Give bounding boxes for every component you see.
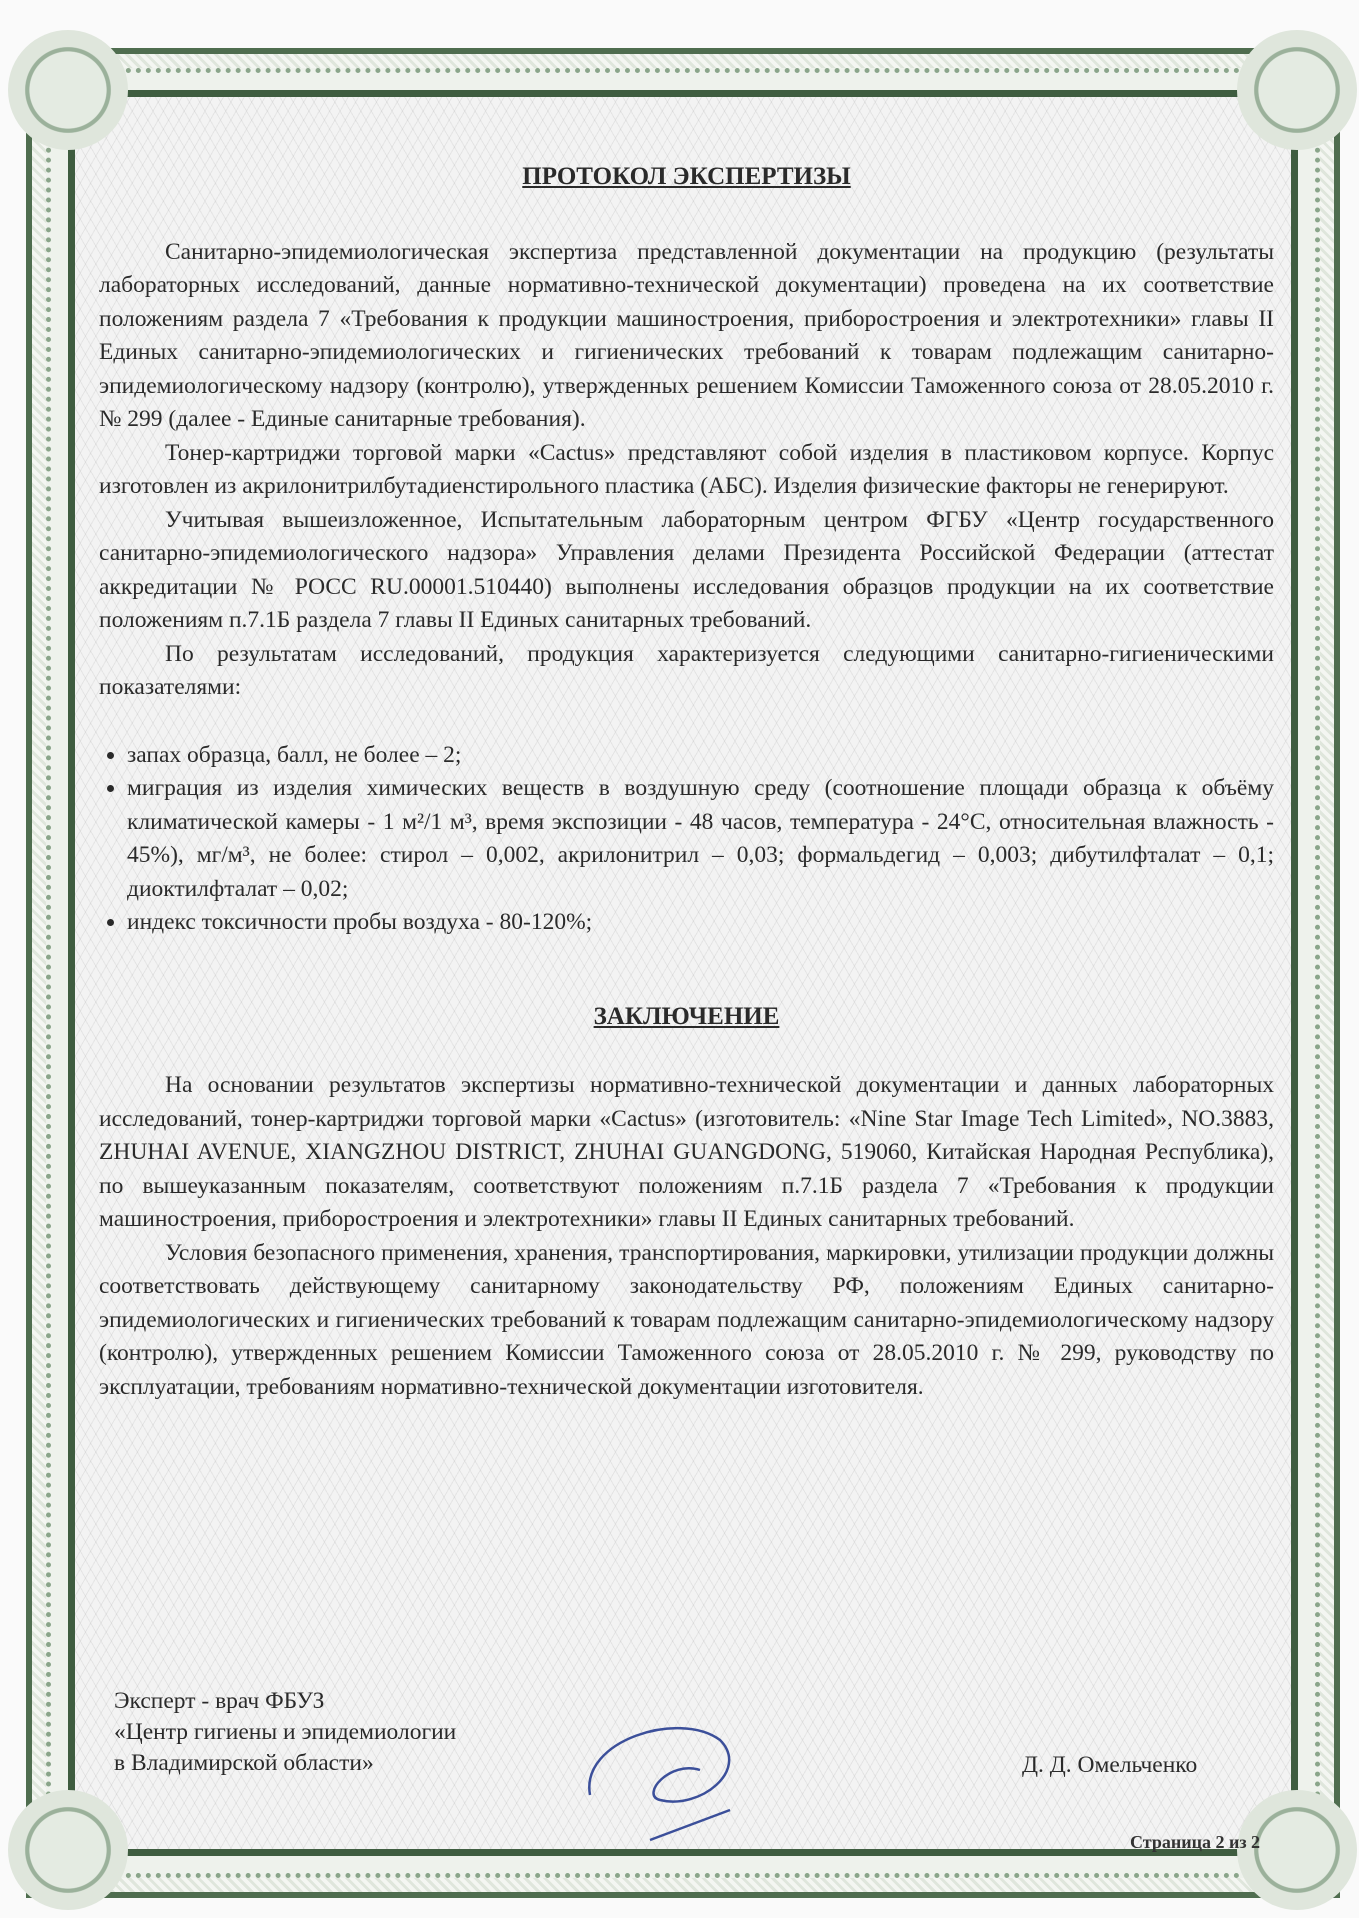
paragraph: По результатам исследований, продукция характеризуется следующими санитарно-гигиеническими показателями: <box>99 640 1274 700</box>
list-item: • индекс токсичности пробы воздуха - 80-120%; <box>127 906 1274 940</box>
paragraph: Санитарно-эпидемиологическая экспертиза представленной документации на продукцию (результаты лабораторных исследований, данные нормативно-технической документации) проведена на их соответствие положениям раздела 7 «Требования к продукции машиностроения, приборостроения и электротехники» главы II Единых санитарно-эпидемиологических и гигиенических требований к товарам подлежащим санитарно-эпидемиологическому надзору (контролю), утвержденных решением Комиссии Таможенного союза от 28.05.2010 г. № 299 (далее - Единые санитарные требования). <box>99 238 1274 432</box>
list-item: • миграция из изделия химических веществ в воздушную среду (соотношение площади образца к объёму климатической камеры - 1 м²/1 м³, время экспозиции - 48 часов, температура - 24°С, относительная влажность - 45%), мг/м³, не более: стирол – 0,002, акрилонитрил – 0,03; формальдегид – 0,003; дибутилфталат – 0,1; диоктилфталат – 0,02; <box>127 772 1274 906</box>
handwritten-signature <box>560 1700 820 1850</box>
document-title: ПРОТОКОЛ ЭКСПЕРТИЗЫ <box>522 163 851 190</box>
expert-line: в Владимирской области» <box>114 1750 374 1776</box>
corner-ornament <box>8 30 128 150</box>
corner-ornament <box>1237 30 1357 150</box>
conclusion-paragraph: Условия безопасного применения, хранения, транспортирования, маркировки, утилизации продукции должны соответствовать действующему санитарному законодательству РФ, положениям Единых санитарно-эпидемиологических и гигиенических требований к товарам подлежащим санитарно-эпидемиологическому надзору (контролю), утвержденных решением Комиссии Таможенного союза от 28.05.2010 г. № 299, руководству по эксплуатации, требованиям нормативно-технической документации изготовителя. <box>99 1239 1274 1400</box>
expert-signature-block <box>114 1686 456 1779</box>
conclusion-title: ЗАКЛЮЧЕНИЕ <box>593 1002 780 1030</box>
paragraph: Тонер-картриджи торговой марки «Cactus» представляют собой изделия в пластиковом корпусе. Корпус изготовлен из акрилонитрилбутадиенстирольного пластика (АБС). Изделия физические факторы не генерируют. <box>99 439 1274 499</box>
paragraph: Учитывая вышеизложенное, Испытательным лабораторным центром ФГБУ «Центр государственного санитарно-эпидемиологического надзора» Управления делами Президента Российской Федерации (аттестат аккредитации № РОСС RU.00001.510440) выполнены исследования образцов продукции на их соответствие положениям п.7.1Б раздела 7 главы II Единых санитарных требований. <box>99 506 1274 633</box>
conclusion-paragraph: На основании результатов экспертизы нормативно-технической документации и данных лабораторных исследований, тонер-картриджи торговой марки «Cactus» (изготовитель: «Nine Star Image Tech Limited», NO.3883, ZHUHAI AVENUE, XIANGZHOU DISTRICT, ZHUHAI GUANGDONG, 519060, Китайская Народная Республика), по вышеуказанным показателям, соответствуют положениям п.7.1Б раздела 7 «Требования к продукции машиностроения, приборостроения и электротехники» главы II Единых санитарных требований. <box>99 1072 1274 1232</box>
expert-line: Эксперт - врач ФБУЗ <box>114 1688 325 1714</box>
signer-name: Д. Д. Омельченко <box>1022 1752 1198 1778</box>
document-body <box>99 160 1274 1404</box>
corner-ornament <box>8 1790 128 1910</box>
list-item: • запах образца, балл, не более – 2; <box>127 739 1274 773</box>
indicator-list <box>99 739 1274 940</box>
page-number: Страница 2 из 2 <box>1130 1832 1261 1852</box>
expert-line: «Центр гигиены и эпидемиологии <box>114 1719 457 1745</box>
